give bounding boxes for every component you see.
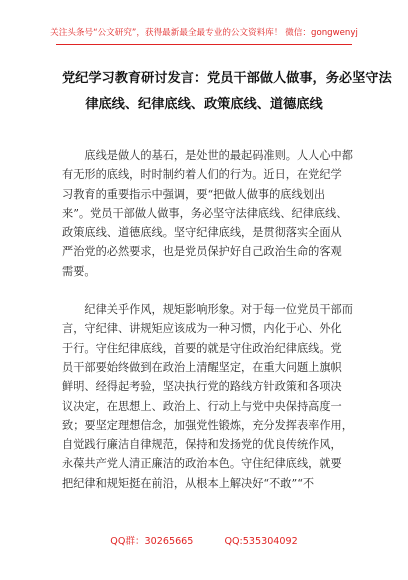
- text-line: 纪律关乎作风，规矩影响形象。对于每一位党员干部而: [62, 303, 353, 317]
- text-line: 来”。党员干部做人做事，务必坚守法律底线、纪律底线、: [62, 206, 348, 220]
- text-line: 员干部要始终做到在政治上清醒坚定，在重大问题上旗帜: [62, 360, 342, 374]
- text-line: 于行。守住纪律底线，首要的就是守住政治纪律底线。党: [62, 341, 342, 355]
- text-line: 有无形的底线，时时制约着人们的行为。近日，在党纪学: [62, 168, 342, 182]
- text-line: 政策底线、道德底线。坚守纪律底线，是贯彻落实全面从: [62, 226, 342, 240]
- text-line: 鲜明、经得起考验，坚决执行党的路线方针政策和各项决: [62, 380, 342, 394]
- text-line: 自觉践行廉洁自律规范，保持和发扬党的优良传统作风，: [62, 438, 342, 452]
- text-line: 严治党的必然要求，也是党员保护好自己政治生命的客观: [62, 245, 342, 259]
- contact-footer: [0, 533, 408, 547]
- text-line: 需要。: [62, 264, 96, 278]
- header-divider: [56, 44, 352, 45]
- text-line: 把纪律和规矩挺在前沿，从根本上解决好“不敢”“不: [62, 476, 315, 490]
- text-line: 议决定，在思想上、政治上、行动上与党中央保持高度一: [62, 399, 342, 413]
- paragraph-2: [62, 300, 353, 493]
- title-line-1: 党纪学习教育研讨发言：党员干部做人做事，务必坚守法: [62, 71, 392, 86]
- text-line: 言，守纪律、讲规矩应该成为一种习惯，内化于心、外化: [62, 322, 342, 336]
- document-body: [62, 146, 353, 512]
- text-line: 底线是做人的基石，是处世的最起码准则。人人心中都: [62, 149, 353, 162]
- document-title: [62, 66, 392, 118]
- text-line: 永葆共产党人清正廉洁的政治本色。守住纪律底线，就要: [62, 457, 342, 471]
- promo-header: 关注头条号“公文研究”，获得最新最全最专业的公文资料库！ 微信：gongwenyj: [50, 28, 358, 38]
- paragraph-1: [62, 146, 353, 281]
- qq-group-number: QQ群：30265665: [110, 536, 194, 547]
- title-line-2: 律底线、纪律底线、政策底线、道德底线: [85, 97, 323, 112]
- qq-contact-number: QQ:535304092: [224, 536, 298, 547]
- text-line: 习教育的重要指示中强调，要“把做人做事的底线划出: [62, 187, 326, 201]
- text-line: 致；要坚定理想信念，加强党性锻炼，充分发挥表率作用，: [62, 418, 353, 432]
